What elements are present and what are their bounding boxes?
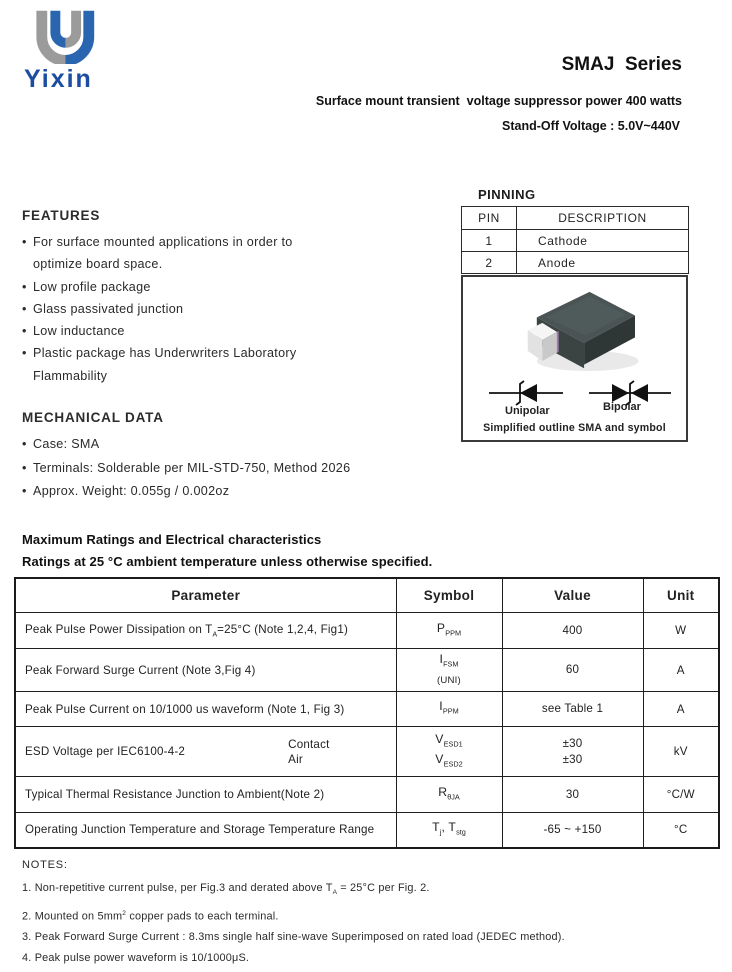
unit-cell: A bbox=[643, 649, 719, 692]
bullet-icon: • bbox=[22, 484, 27, 498]
ratings-heading bbox=[22, 529, 432, 572]
notes-section bbox=[22, 859, 682, 969]
note-item: 1. Non-repetitive current pulse, per Fig.3 and derated above $T_A = 25^\circ C$ per Fig. 2. bbox=[22, 882, 430, 897]
ratings-table bbox=[14, 577, 720, 849]
subtitle: Surface mount transient voltage suppressor power 400 watts bbox=[315, 94, 682, 108]
mechanical-item bbox=[22, 480, 502, 504]
unipolar-diode-symbol-icon bbox=[487, 377, 565, 407]
note-item: 4. Peak pulse power waveform is 10/1000μS. bbox=[22, 952, 250, 965]
mechanical-data-list bbox=[22, 433, 502, 504]
value-cell: 60 bbox=[502, 649, 643, 692]
ratings-column-header: Symbol bbox=[396, 578, 502, 613]
unit-cell: A bbox=[643, 692, 719, 727]
feature-item-text: Low inductance bbox=[33, 324, 125, 339]
bullet-icon: • bbox=[22, 235, 27, 249]
unit-cell: W bbox=[643, 613, 719, 649]
mechanical-data-heading: MECHANICAL DATA bbox=[22, 410, 164, 425]
symbol-cell: $V_{ESD1}$ $V_{ESD2}$ bbox=[396, 727, 502, 777]
symbol-cell: $I_{FSM}$ (UNI) bbox=[396, 649, 502, 692]
mechanical-item-text: Approx. Weight: 0.055g / 0.002oz bbox=[33, 484, 230, 498]
bullet-icon: • bbox=[22, 346, 27, 361]
notes-list bbox=[22, 878, 682, 969]
notes-heading: NOTES: bbox=[22, 859, 68, 871]
brand-logo bbox=[26, 8, 146, 94]
value-cell: 30 bbox=[502, 777, 643, 813]
pinning-column-header: DESCRIPTION bbox=[517, 207, 689, 230]
features-heading: FEATURES bbox=[22, 208, 101, 223]
ratings-row bbox=[15, 613, 719, 649]
mechanical-item-text: Case: SMA bbox=[33, 437, 100, 451]
feature-item bbox=[22, 298, 452, 320]
parameter-cell: Peak Pulse Power Dissipation on $T_A=25^\circ C$ (Note 1,2,4, Fig1) bbox=[15, 613, 396, 649]
ratings-column-header: Unit bbox=[643, 578, 719, 613]
pin-number-cell: 1 bbox=[462, 230, 517, 252]
feature-item-text: Glass passivated junction bbox=[33, 301, 184, 316]
pin-description-cell: Cathode bbox=[517, 230, 689, 252]
parameter-text: ESD Voltage per IEC6100-4-2 bbox=[25, 745, 186, 758]
parameter-cell: Peak Forward Surge Current (Note 3,Fig 4) bbox=[15, 649, 396, 692]
brand-name: Yixin bbox=[24, 65, 93, 93]
ratings-column-header: Value bbox=[502, 578, 643, 613]
ratings-row bbox=[15, 777, 719, 813]
mechanical-item bbox=[22, 433, 502, 457]
bipolar-label: Bipolar bbox=[603, 401, 641, 413]
ratings-heading-line1: Maximum Ratings and Electrical characteristics bbox=[22, 532, 322, 547]
mechanical-item-text: Terminals: Solderable per MIL-STD-750, Method 2026 bbox=[33, 460, 351, 475]
page-title: SMAJ Series bbox=[561, 54, 682, 75]
pinning-heading: PINNING bbox=[478, 187, 536, 202]
mechanical-data-section bbox=[22, 410, 502, 504]
standoff-voltage: Stand-Off Voltage : 5.0V~440V bbox=[502, 119, 680, 133]
pin-description-cell: Anode bbox=[517, 252, 689, 274]
feature-item bbox=[22, 320, 452, 342]
bullet-icon: • bbox=[22, 279, 27, 294]
pinning-header-row bbox=[462, 207, 689, 230]
symbol-cell: $I_{PPM}$ bbox=[396, 692, 502, 727]
feature-item bbox=[22, 231, 452, 276]
parameter-cell: Typical Thermal Resistance Junction to Ambient(Note 2) bbox=[15, 777, 396, 813]
unit-cell: kV bbox=[643, 727, 719, 777]
parameter-cell: Operating Junction Temperature and Storage Temperature Range bbox=[15, 813, 396, 848]
feature-item bbox=[22, 276, 452, 298]
pinning-table bbox=[461, 206, 689, 274]
bullet-icon: • bbox=[22, 437, 27, 451]
sma-package-image bbox=[495, 281, 655, 381]
features-list bbox=[22, 231, 452, 387]
logo-u-icon bbox=[26, 8, 110, 64]
unit-cell: °C/W bbox=[643, 777, 719, 813]
feature-item bbox=[22, 342, 452, 387]
pinning-column-header: PIN bbox=[462, 207, 517, 230]
value-cell: 400 bbox=[502, 613, 643, 649]
value-cell: see Table 1 bbox=[502, 692, 643, 727]
value-cell: -65 ~ +150 bbox=[502, 813, 643, 848]
mechanical-item bbox=[22, 457, 502, 481]
unipolar-label: Unipolar bbox=[505, 405, 550, 417]
pin-number-cell: 2 bbox=[462, 252, 517, 274]
ratings-row bbox=[15, 649, 719, 692]
ratings-column-header: Parameter bbox=[15, 578, 396, 613]
symbol-cell: $T_j$, $T_{stg}$ bbox=[396, 813, 502, 848]
note-item: 3. Peak Forward Surge Current : 8.3ms single half sine-wave Superimposed on rated load (JEDEC method). bbox=[22, 931, 565, 944]
feature-item-text: For surface mounted applications in order to optimize board space. bbox=[33, 235, 293, 272]
pinning-row bbox=[462, 252, 689, 274]
ratings-row bbox=[15, 727, 719, 777]
pinning-row bbox=[462, 230, 689, 252]
ratings-row bbox=[15, 692, 719, 727]
symbol-cell: $R_{\theta JA}$ bbox=[396, 777, 502, 813]
value-cell: ±30 ±30 bbox=[502, 727, 643, 777]
ratings-heading-line2: Ratings at 25 °C ambient temperature unless otherwise specified. bbox=[22, 553, 433, 569]
symbol-cell: $P_{PPM}$ bbox=[396, 613, 502, 649]
feature-item-text: Low profile package bbox=[33, 279, 151, 294]
bullet-icon: • bbox=[22, 324, 27, 339]
ratings-row bbox=[15, 813, 719, 848]
pinning-section bbox=[461, 187, 688, 274]
feature-item-text: Plastic package has Underwriters Laboratory Flammability bbox=[33, 346, 297, 383]
parameter-cell: Peak Pulse Current on 10/1000 us waveform (Note 1, Fig 3) bbox=[15, 692, 396, 727]
bullet-icon: • bbox=[22, 460, 27, 475]
parameter-extra: Contact Air bbox=[288, 737, 330, 766]
unit-cell: °C bbox=[643, 813, 719, 848]
features-section bbox=[22, 208, 452, 387]
outline-caption: Simplified outline SMA and symbol bbox=[483, 422, 666, 434]
ratings-header-row bbox=[15, 578, 719, 613]
bullet-icon: • bbox=[22, 301, 27, 316]
parameter-cell bbox=[15, 727, 396, 777]
note-item: 2. Mounted on $5mm^2$ copper pads to each terminal. bbox=[22, 909, 279, 923]
